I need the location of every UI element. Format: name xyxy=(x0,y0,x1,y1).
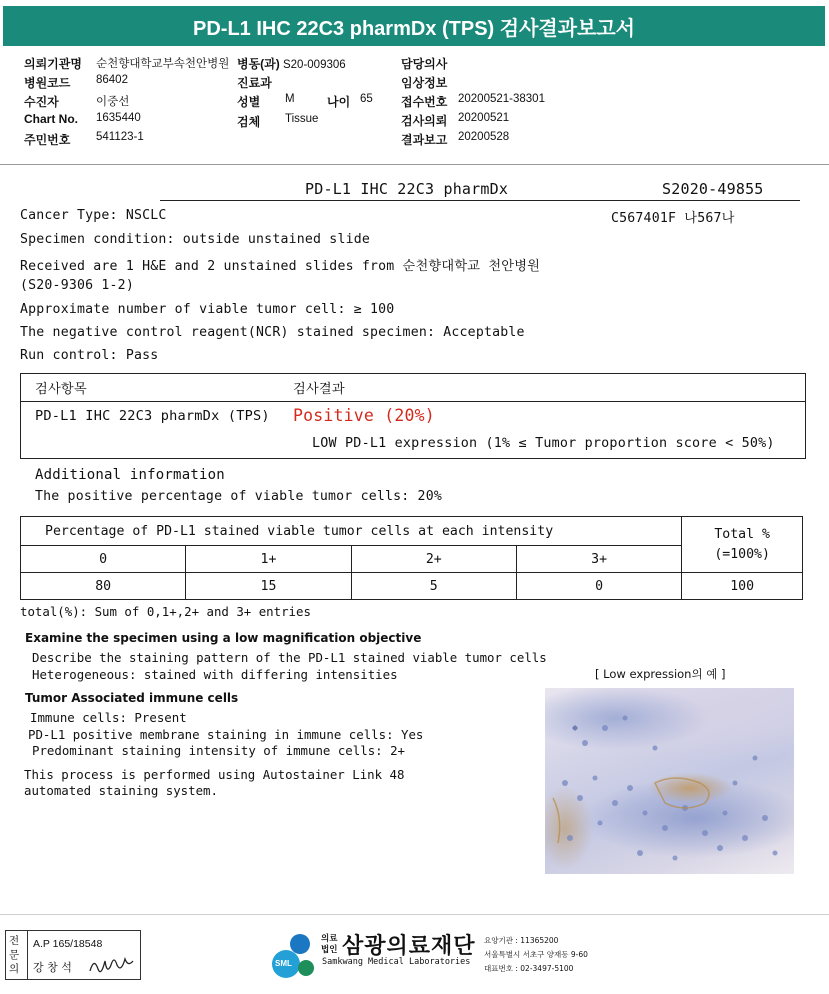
additional-text: The positive percentage of viable tumor cells: 20% xyxy=(35,489,442,504)
result-box xyxy=(20,373,806,459)
meta-value: 86402 xyxy=(96,74,128,86)
immune-line1: Immune cells: Present xyxy=(30,710,187,725)
expression-level: LOW PD-L1 expression (1% ≤ Tumor proportion score < 50%) xyxy=(312,436,775,451)
doctor-stamp xyxy=(5,930,141,980)
org-info-2: 서울특별시 서초구 양재동 9-60 xyxy=(484,950,588,959)
received-ref: (S20-9306 1-2) xyxy=(20,278,134,293)
logo-badge: SML xyxy=(275,959,292,968)
report-heading-rule xyxy=(160,200,800,201)
legal-tag xyxy=(321,934,337,956)
org-info-3: 대표번호 : 02-3497-5100 xyxy=(484,964,574,973)
meta-label: 검체 xyxy=(237,115,261,129)
meta-value: 1635440 xyxy=(96,112,141,124)
age-value: 65 xyxy=(360,93,373,105)
meta-label: 수진자 xyxy=(24,95,59,109)
total-header xyxy=(682,517,803,573)
meta-label: 접수번호 xyxy=(401,95,448,109)
immune-heading: Tumor Associated immune cells xyxy=(25,691,239,705)
examine-heading: Examine the specimen using a low magnification objective xyxy=(25,631,422,645)
meta-label: Chart No. xyxy=(24,112,78,126)
org-logo xyxy=(270,930,320,980)
meta-label: 결과보고 xyxy=(401,133,448,147)
age-label: 나이 xyxy=(327,95,351,109)
meta-label: 검사의뢰 xyxy=(401,114,448,128)
total-header-line1: Total % xyxy=(714,526,770,542)
org-name-en: Samkwang Medical Laboratories xyxy=(322,957,471,967)
meta-value: S20-009306 xyxy=(282,59,346,71)
logo-emblem xyxy=(270,930,320,980)
meta-label: 주민번호 xyxy=(24,133,71,147)
intensity-value: 0 xyxy=(516,573,681,600)
report-number: S2020-49855 xyxy=(662,180,764,198)
cancer-type: Cancer Type: NSCLC xyxy=(20,208,167,223)
legal-tag-top: 의료 xyxy=(321,934,338,944)
process-line1: This process is performed using Autostainer Link 48 xyxy=(24,767,405,782)
signature-mark xyxy=(88,953,136,977)
intensity-value: 80 xyxy=(21,573,186,600)
stamp-divider xyxy=(27,931,28,979)
total-value: 100 xyxy=(682,573,803,600)
test-item: PD-L1 IHC 22C3 pharmDx (TPS) xyxy=(35,408,270,424)
meta-label: 진료과 xyxy=(237,76,272,90)
specimen-condition: Specimen condition: outside unstained slide xyxy=(20,232,371,247)
run-control: Run control: Pass xyxy=(20,348,159,363)
immune-line3: Predominant staining intensity of immune cells: 2+ xyxy=(32,743,405,758)
doctor-name: 강 창 석 xyxy=(33,961,72,974)
meta-value: Tissue xyxy=(285,113,319,125)
header-divider xyxy=(0,164,829,165)
ncr-status: The negative control reagent(NCR) stained specimen: Acceptable xyxy=(20,325,525,340)
stamp-label: 전문의 xyxy=(9,935,20,975)
meta-value: 이중선 xyxy=(96,96,130,108)
intensity-header: 1+ xyxy=(186,546,351,573)
intensity-header: 0 xyxy=(21,546,186,573)
org-name: 삼광의료재단 xyxy=(342,934,476,959)
meta-value: 20200521-38301 xyxy=(458,93,545,105)
meta-value: 20200528 xyxy=(458,131,510,143)
table-note: total(%): Sum of 0,1+,2+ and 3+ entries xyxy=(20,604,311,619)
pct-table-header: Percentage of PD-L1 stained viable tumor cells at each intensity xyxy=(21,517,682,546)
meta-label: 병동(과) xyxy=(237,57,280,71)
meta-label: 의뢰기관명 xyxy=(24,57,82,71)
viable-cells: Approximate number of viable tumor cell: ≥ 100 xyxy=(20,302,395,317)
legal-tag-bottom: 법인 xyxy=(321,945,338,955)
total-header-line2: (=100%) xyxy=(714,546,770,562)
percentage-table xyxy=(20,516,803,600)
result-header: 검사결과 xyxy=(293,382,345,397)
process-line2: automated staining system. xyxy=(24,783,218,798)
org-info-1: 요양기관 : 11365200 xyxy=(484,936,559,945)
intensity-header: 3+ xyxy=(516,546,681,573)
microscopy-image xyxy=(545,688,794,874)
meta-value: 541123-1 xyxy=(96,131,144,143)
intensity-header: 2+ xyxy=(351,546,516,573)
received-slides: Received are 1 H&E and 2 unstained slides from 순천향대학교 천안병원 xyxy=(20,259,541,274)
meta-label: 임상정보 xyxy=(401,76,448,90)
image-caption: [ Low expression의 예 ] xyxy=(595,667,726,681)
ap-number: A.P 165/18548 xyxy=(33,938,103,950)
test-name: PD-L1 IHC 22C3 pharmDx xyxy=(305,180,509,198)
meta-col3 xyxy=(401,55,661,150)
meta-label: 병원코드 xyxy=(24,76,71,90)
result-box-divider xyxy=(21,401,805,402)
intensity-value: 15 xyxy=(186,573,351,600)
meta-value: 20200521 xyxy=(458,112,510,124)
report-title: PD-L1 IHC 22C3 pharmDx (TPS) 검사결과보고서 xyxy=(3,6,825,46)
item-header: 검사항목 xyxy=(35,382,87,397)
meta-value: M xyxy=(285,93,295,105)
meta-label: 성별 xyxy=(237,95,261,109)
examine-line1: Describe the staining pattern of the PD-L1 stained viable tumor cells xyxy=(32,650,547,665)
test-result: Positive (20%) xyxy=(293,406,435,425)
meta-col2 xyxy=(237,55,397,131)
specimen-code: C567401F 나567나 xyxy=(611,211,735,226)
meta-value: 순천향대학교부속천안병원 xyxy=(96,58,230,70)
immune-line2: PD-L1 positive membrane staining in immune cells: Yes xyxy=(28,727,424,742)
footer-divider xyxy=(0,914,829,915)
intensity-value: 5 xyxy=(351,573,516,600)
examine-line2: Heterogeneous: stained with differing intensities xyxy=(32,667,398,682)
tissue-texture xyxy=(545,688,794,874)
additional-heading: Additional information xyxy=(35,467,225,483)
meta-label: 담당의사 xyxy=(401,57,448,71)
